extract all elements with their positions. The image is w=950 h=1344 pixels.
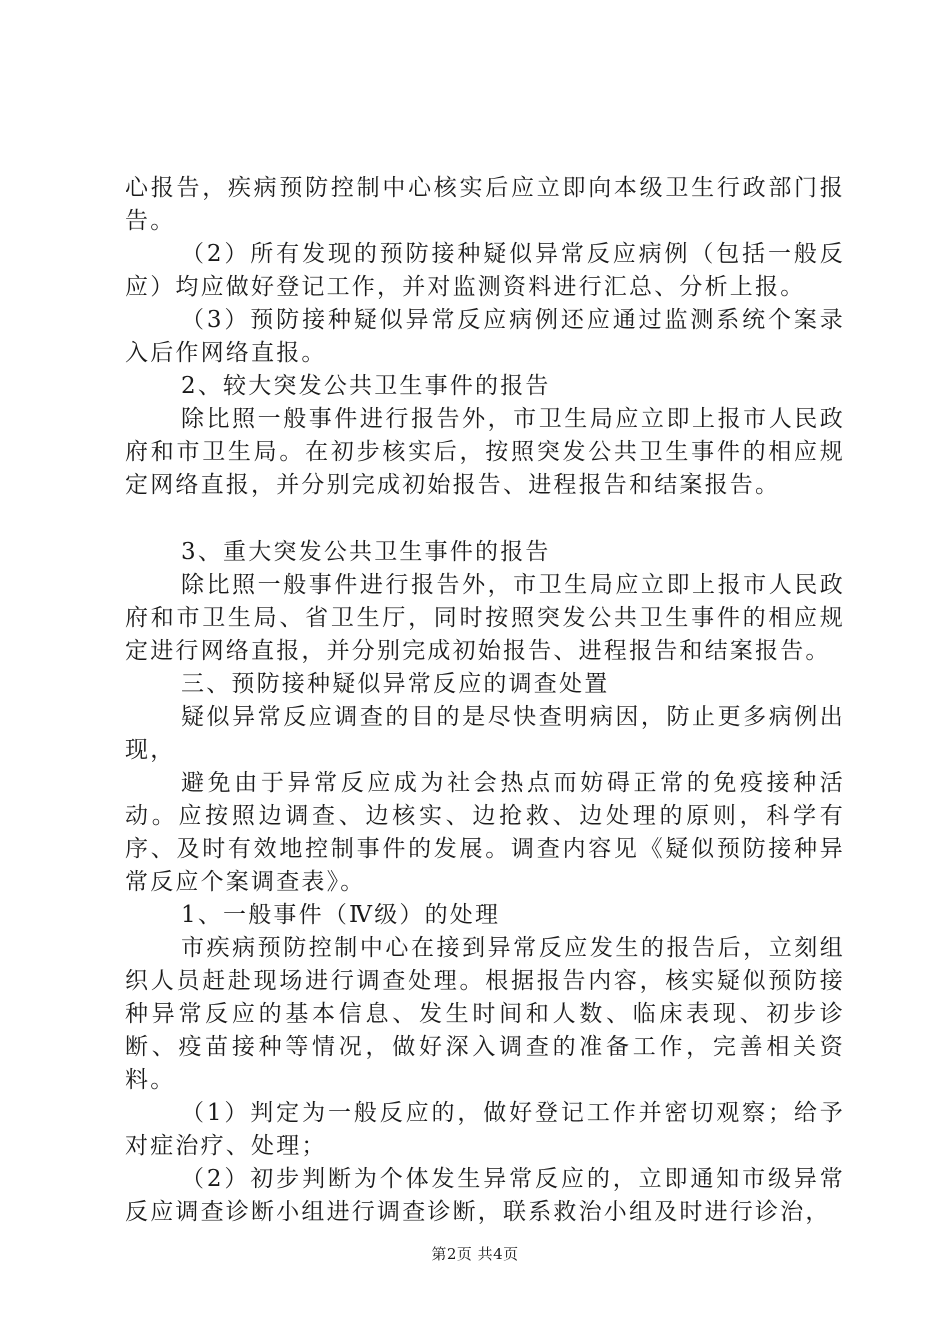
paragraph-larger-event: 除比照一般事件进行报告外，市卫生局应立即上报市人民政府和市卫生局。在初步核实后，按照突发公共卫生事件的相应规定网络直报，并分别完成初始报告、进程报告和结案报告。 <box>125 406 845 498</box>
paragraph-general-event: 市疾病预防控制中心在接到异常反应发生的报告后，立刻组织人员赶赴现场进行调查处理。根据报告内容，核实疑似预防接种异常反应的基本信息、发生时间和人数、临床表现、初步诊断、疫苗接种等情况，做好深入调查的准备工作，完善相关资料。 <box>125 935 845 1093</box>
paragraph-general-item-2: （2）初步判断为个体发生异常反应的，立即通知市级异常反应调查诊断小组进行调查诊断，联系救治小组及时进行诊治， <box>125 1166 845 1225</box>
paragraph-item-3: （3）预防接种疑似异常反应病例还应通过监测系统个案录入后作网络直报。 <box>125 307 845 366</box>
paragraph-investigation-purpose: 疑似异常反应调查的目的是尽快查明病因，防止更多病例出现， <box>125 704 845 763</box>
paragraph-general-item-1: （1）判定为一般反应的，做好登记工作并密切观察；给予对症治疗、处理； <box>125 1100 845 1159</box>
paragraph-investigation-method: 避免由于异常反应成为社会热点而妨碍正常的免疫接种活动。应按照边调查、边核实、边抢救、边处理的原则，科学有序、及时有效地控制事件的发展。调查内容见《疑似预防接种异常反应个案调查表》。 <box>125 770 845 895</box>
section-heading-larger-event: 2、较大突发公共卫生事件的报告 <box>181 373 551 399</box>
paragraph-item-2: （2）所有发现的预防接种疑似异常反应病例（包括一般反应）均应做好登记工作，并对监测资料进行汇总、分析上报。 <box>125 241 845 300</box>
section-heading-investigation: 三、预防接种疑似异常反应的调查处置 <box>181 671 610 697</box>
page-footer: 第2页 共4页 <box>431 1245 519 1263</box>
paragraph-continuation: 心报告，疾病预防控制中心核实后应立即向本级卫生行政部门报告。 <box>125 175 845 234</box>
paragraph-major-event: 除比照一般事件进行报告外，市卫生局应立即上报市人民政府和市卫生局、省卫生厅，同时按照突发公共卫生事件的相应规定进行网络直报，并分别完成初始报告、进程报告和结案报告。 <box>125 572 845 664</box>
section-heading-major-event: 3、重大突发公共卫生事件的报告 <box>181 539 551 565</box>
body-text <box>125 172 845 1229</box>
section-heading-general-event: 1、一般事件（Ⅳ级）的处理 <box>181 902 501 928</box>
